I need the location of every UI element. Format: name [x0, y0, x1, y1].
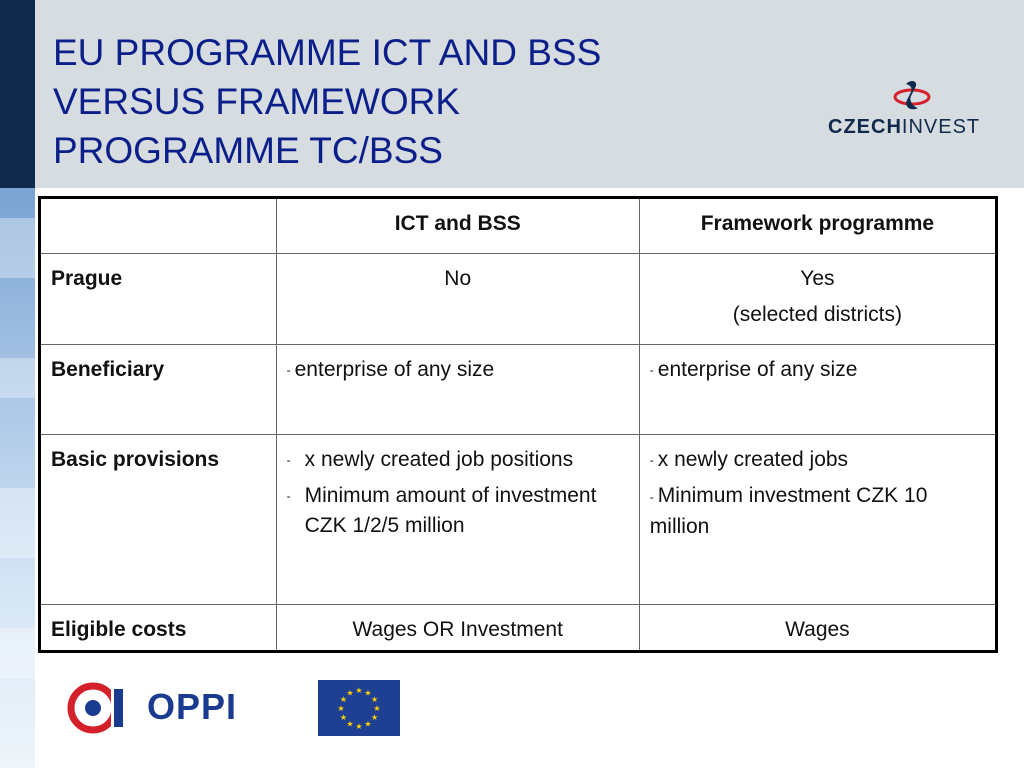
title-line-1: EU PROGRAMME ICT AND BSS — [53, 32, 602, 73]
czechinvest-logo — [828, 76, 992, 138]
eu-star-icon: ★ — [355, 722, 363, 731]
cell-prague-ict: No — [276, 254, 639, 345]
beneficiary-framework-text: enterprise of any size — [657, 358, 858, 381]
eu-flag-icon — [318, 680, 400, 736]
header-empty — [40, 198, 277, 254]
prague-framework-line-1: Yes — [800, 267, 835, 290]
slide-title — [53, 28, 753, 175]
eu-star-icon: ★ — [364, 719, 372, 729]
czechinvest-wordmark — [828, 116, 980, 139]
cell-beneficiary-framework — [639, 345, 996, 435]
row-label-eligible-costs: Eligible costs — [40, 605, 277, 652]
beneficiary-ict-text: enterprise of any size — [294, 358, 495, 381]
basic-ict-list — [287, 445, 629, 541]
left-stripe-dark — [0, 0, 35, 188]
eu-star-icon: ★ — [339, 695, 347, 704]
list-item: - Minimum amount of investment CZK 1/2/5 million — [286, 484, 597, 537]
table-row-basic-provisions — [40, 435, 997, 605]
eu-star-icon: ★ — [371, 713, 379, 722]
header-framework: Framework programme — [639, 198, 996, 254]
comparison-table — [38, 196, 998, 653]
czechinvest-part2: INVEST — [901, 116, 981, 138]
oppi-logo — [67, 679, 242, 737]
cell-eligible-framework: Wages — [639, 605, 996, 652]
title-line-3: PROGRAMME TC/BSS — [53, 130, 443, 171]
bullet-dash: - — [649, 363, 654, 378]
list-item: - Minimum investment CZK 10 million — [649, 484, 928, 538]
cell-eligible-ict: Wages OR Investment — [276, 605, 639, 652]
prague-framework-line-2: (selected districts) — [732, 303, 902, 326]
table-row-beneficiary — [40, 345, 997, 435]
table-header-row — [40, 198, 997, 254]
list-item: - x newly created jobs — [649, 448, 849, 471]
czechinvest-part1: CZECH — [828, 116, 902, 138]
cell-basic-framework — [639, 435, 996, 605]
cell-basic-ict — [276, 435, 639, 605]
oppi-wordmark: OPPI — [147, 686, 238, 727]
eu-star-icon: ★ — [371, 695, 379, 704]
row-label-basic-provisions: Basic provisions — [40, 435, 277, 605]
eu-star-icon: ★ — [346, 719, 354, 729]
header-ict-bss: ICT and BSS — [276, 198, 639, 254]
table-row-eligible-costs — [40, 605, 997, 652]
oppi-mark-icon — [67, 679, 127, 737]
eu-star-icon: ★ — [339, 713, 347, 722]
table-row-prague — [40, 254, 997, 345]
bullet-dash: - — [286, 363, 291, 378]
cell-prague-framework — [639, 254, 996, 345]
czechinvest-mark-icon — [892, 76, 932, 116]
eu-star-icon: ★ — [337, 704, 345, 713]
eu-star-icon: ★ — [373, 704, 381, 713]
row-label-prague: Prague — [40, 254, 277, 345]
row-label-beneficiary: Beneficiary — [40, 345, 277, 435]
eu-star-icon: ★ — [364, 688, 372, 698]
list-item: - x newly created job positions — [286, 448, 574, 471]
eu-star-icon: ★ — [346, 688, 354, 698]
title-line-2: VERSUS FRAMEWORK — [53, 81, 461, 122]
left-stripe-gradient — [0, 188, 35, 768]
cell-beneficiary-ict — [276, 345, 639, 435]
eu-star-icon: ★ — [355, 686, 363, 695]
eu-stars — [318, 680, 400, 736]
